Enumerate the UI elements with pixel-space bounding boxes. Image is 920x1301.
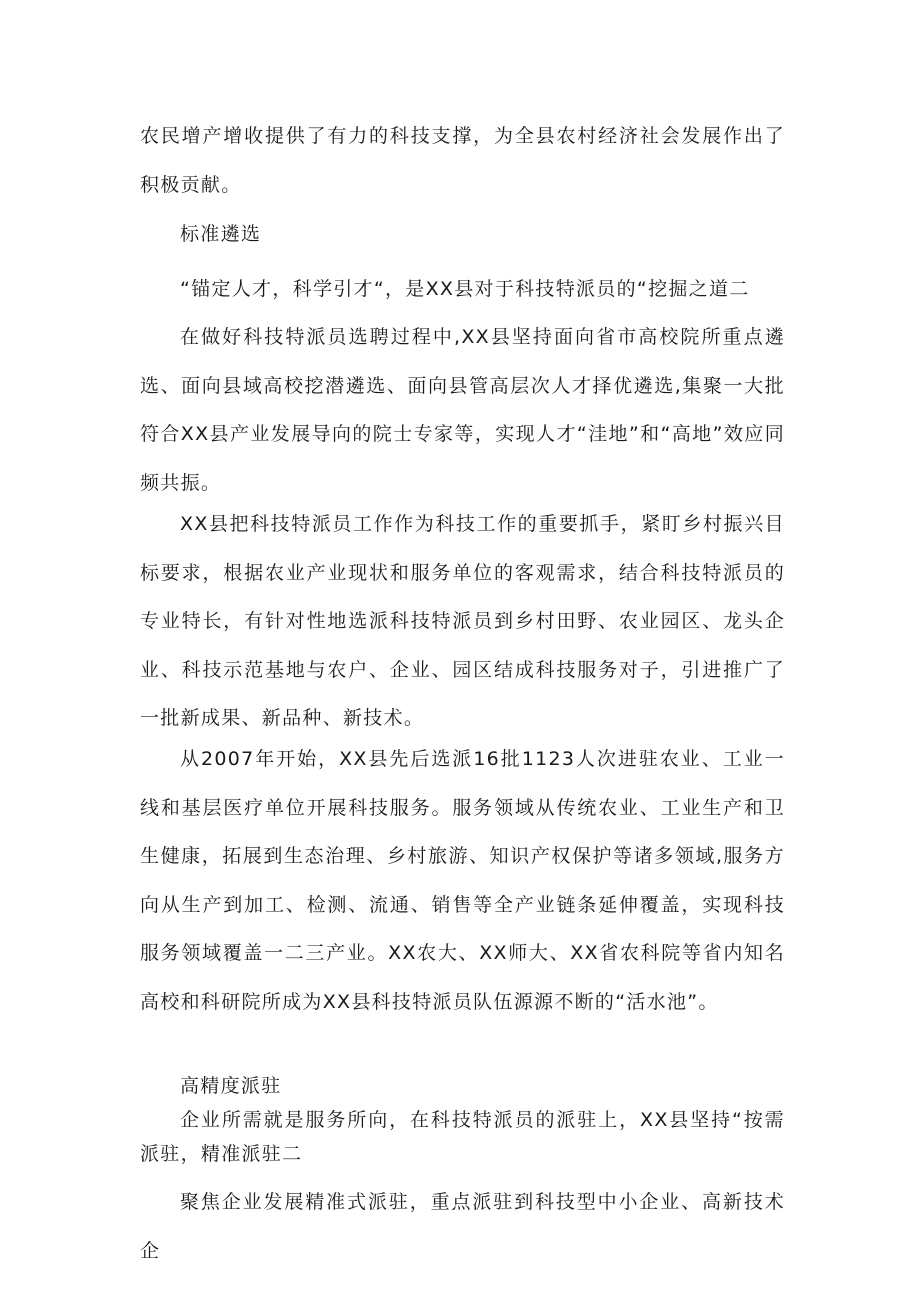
section-heading-precise-dispatch: 高精度派驻 bbox=[180, 1075, 282, 1097]
paragraph-key-task: XX县把科技特派员工作作为科技工作的重要抓手，紧盯乡村振兴目标要求，根据农业产业现状和服务单位的客观需求，结合科技特派员的专业特长，有针对性地选派科技特派员到乡村田野、农业园区、龙头企业、科技示范基地与农户、企业、园区结成科技服务对子，引进推广了一批新成果、新品种、新技术。 bbox=[140, 513, 785, 729]
paragraph-selection-process: 在做好科技特派员选聘过程中,XX县坚持面向省市高校院所重点遴选、面向县域高校挖潜遴选、面向县管高层次人才择优遴选,集聚一大批符合XX县产业发展导向的院士专家等，实现人才“洼地”和“高地”效应同频共振。 bbox=[140, 326, 785, 494]
paragraph-continued-text: 农民增产增收提供了有力的科技支撑，为全县农村经济社会发展作出了积极贡献。 bbox=[140, 125, 785, 196]
paragraph-talent-anchor: “锚定人才，科学引才“，是XX县对于科技特派员的“挖掘之道二 bbox=[180, 278, 750, 300]
paragraph-since-2007: 从2007年开始，XX县先后选派16批1123人次进驻农业、工业一线和基层医疗单位开展科技服务。服务领域从传统农业、工业生产和卫生健康，拓展到生态治理、乡村旅游、知识产权保护等诸多领域,服务方向从生产到加工、检测、流通、销售等全产业链条延伸覆盖，实现科技服务领域覆盖一二三产业。XX农大、XX师大、XX省农科院等省内知名高校和科研院所成为XX县科技特派员队伍源源不断的“活水池”。 bbox=[140, 748, 785, 1013]
paragraph-demand-dispatch: 企业所需就是服务所向，在科技特派员的派驻上，XX县坚持“按需派驻，精准派驻二 bbox=[140, 1109, 785, 1165]
section-heading-standard-selection: 标准遴选 bbox=[180, 223, 262, 245]
paragraph-enterprise-focus: 聚焦企业发展精准式派驻，重点派驻到科技型中小企业、高新技术企 bbox=[140, 1191, 785, 1262]
